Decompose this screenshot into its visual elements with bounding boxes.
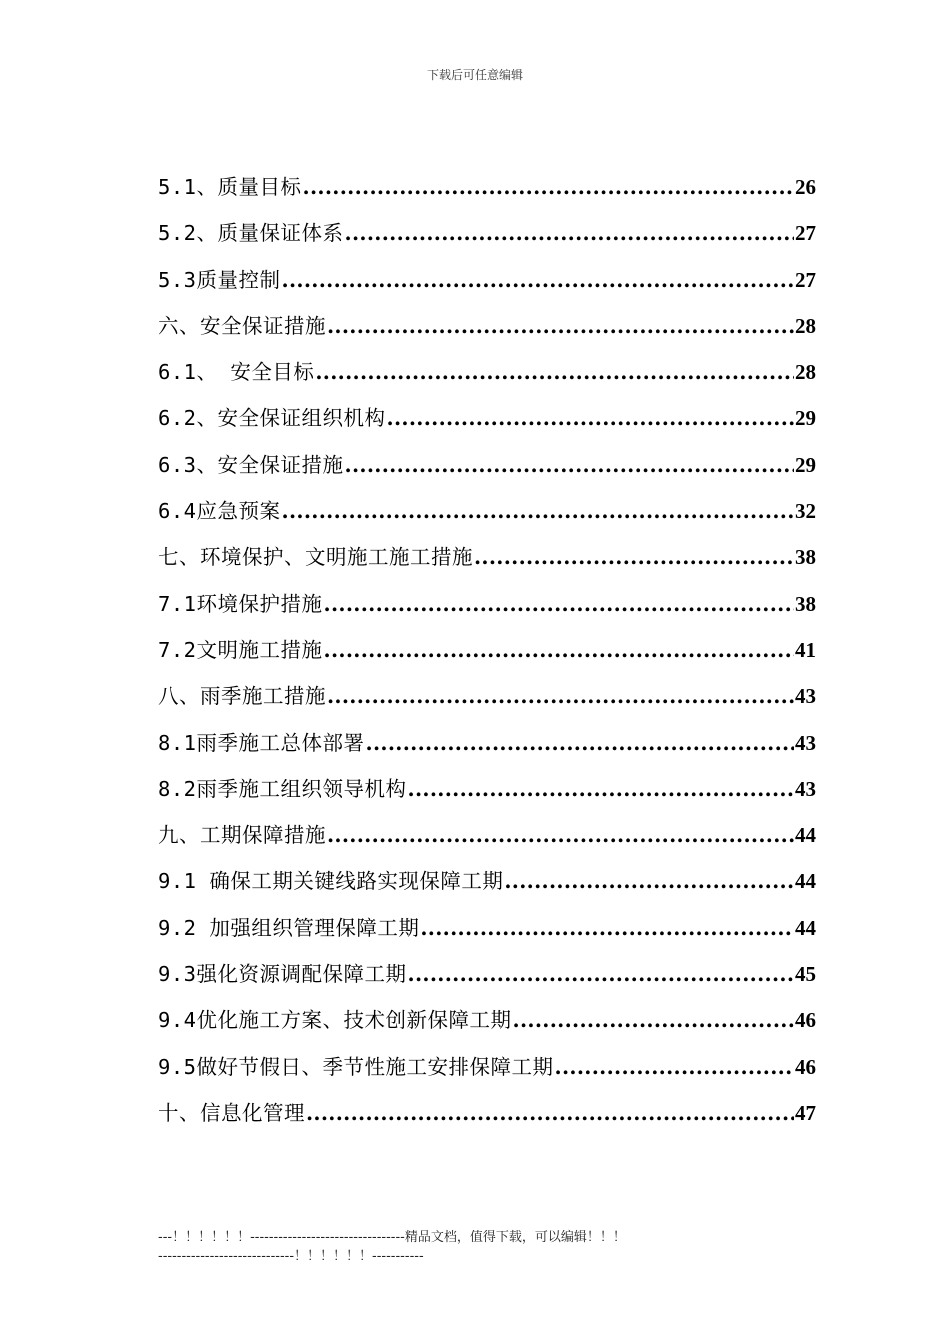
toc-dot-leader bbox=[303, 175, 794, 199]
toc-entry-label: 8.2雨季施工组织领导机构 bbox=[158, 776, 407, 801]
toc-entry-page-number: 41 bbox=[795, 637, 816, 662]
toc-entry-label: 5.3质量控制 bbox=[158, 267, 281, 292]
toc-entry-page-number: 38 bbox=[795, 545, 816, 570]
toc-dot-leader bbox=[387, 406, 794, 430]
toc-dot-leader bbox=[513, 1008, 794, 1032]
toc-entry-page-number: 44 bbox=[795, 823, 816, 848]
toc-entry-page-number: 47 bbox=[795, 1100, 816, 1125]
toc-entry-page-number: 46 bbox=[795, 1054, 816, 1079]
toc-entry-label: 9.3强化资源调配保障工期 bbox=[158, 962, 407, 987]
toc-entry-page-number: 32 bbox=[795, 499, 816, 524]
toc-dot-leader bbox=[282, 499, 794, 523]
toc-entry-label: 十、信息化管理 bbox=[158, 1100, 305, 1125]
toc-entry-page-number: 28 bbox=[795, 313, 816, 338]
toc-entry[interactable] bbox=[158, 587, 816, 633]
toc-entry[interactable] bbox=[158, 170, 816, 216]
toc-entry-page-number: 27 bbox=[795, 221, 816, 246]
toc-entry[interactable] bbox=[158, 263, 816, 309]
toc-dot-leader bbox=[420, 916, 794, 940]
toc-dot-leader bbox=[474, 545, 794, 569]
toc-dot-leader bbox=[327, 823, 794, 847]
toc-entry-label: 九、工期保障措施 bbox=[158, 823, 326, 848]
toc-entry[interactable] bbox=[158, 540, 816, 586]
toc-entry-label: 5.2、质量保证体系 bbox=[158, 221, 344, 246]
toc-entry-label: 八、雨季施工措施 bbox=[158, 684, 326, 709]
toc-entry-page-number: 38 bbox=[795, 591, 816, 616]
toc-entry[interactable] bbox=[158, 772, 816, 818]
toc-entry-page-number: 45 bbox=[795, 962, 816, 987]
toc-entry-label: 六、安全保证措施 bbox=[158, 313, 326, 338]
toc-entry-label: 6.3、安全保证措施 bbox=[158, 452, 344, 477]
toc-dot-leader bbox=[315, 360, 794, 384]
toc-dot-leader bbox=[345, 453, 794, 477]
toc-entry-page-number: 29 bbox=[795, 406, 816, 431]
toc-dot-leader bbox=[324, 592, 794, 616]
toc-entry[interactable] bbox=[158, 633, 816, 679]
toc-entry-page-number: 28 bbox=[795, 360, 816, 385]
toc-entry-page-number: 44 bbox=[795, 915, 816, 940]
toc-dot-leader bbox=[366, 731, 794, 755]
toc-entry-page-number: 43 bbox=[795, 730, 816, 755]
toc-entry-label: 9.5做好节假日、季节性施工安排保障工期 bbox=[158, 1054, 554, 1079]
toc-entry[interactable] bbox=[158, 911, 816, 957]
page-footer: ---！！！！！！---------------------------------精品文档，值得下载，可以编辑！！！-----------------------------！！！！！！----------- bbox=[158, 1230, 626, 1264]
toc-entry-page-number: 46 bbox=[795, 1008, 816, 1033]
toc-entry[interactable] bbox=[158, 401, 816, 447]
toc-entry-label: 6.2、安全保证组织机构 bbox=[158, 406, 386, 431]
toc-entry-page-number: 26 bbox=[795, 175, 816, 199]
toc-entry[interactable] bbox=[158, 216, 816, 262]
toc-dot-leader bbox=[282, 268, 794, 292]
toc-entry-label: 七、环境保护、文明施工施工措施 bbox=[158, 545, 473, 570]
toc-dot-leader bbox=[345, 221, 794, 245]
toc-dot-leader bbox=[327, 314, 794, 338]
toc-entry-label: 7.1环境保护措施 bbox=[158, 591, 323, 616]
toc-dot-leader bbox=[327, 684, 794, 708]
toc-entry[interactable] bbox=[158, 355, 816, 401]
toc-entry[interactable] bbox=[158, 679, 816, 725]
toc-entry[interactable] bbox=[158, 726, 816, 772]
toc-entry-label: 7.2文明施工措施 bbox=[158, 637, 323, 662]
toc-entry-page-number: 29 bbox=[795, 452, 816, 477]
toc-entry[interactable] bbox=[158, 494, 816, 540]
toc-dot-leader bbox=[408, 962, 794, 986]
toc-entry-label: 9.2 加强组织管理保障工期 bbox=[158, 915, 420, 940]
toc-entry[interactable] bbox=[158, 864, 816, 910]
toc-entry[interactable] bbox=[158, 818, 816, 864]
page-header: 下载后可任意编辑 bbox=[426, 68, 523, 82]
toc-entry-label: 9.4优化施工方案、技术创新保障工期 bbox=[158, 1008, 512, 1033]
toc-entry[interactable] bbox=[158, 1050, 816, 1096]
toc-entry[interactable] bbox=[158, 1096, 816, 1142]
toc-entry-page-number: 27 bbox=[795, 267, 816, 292]
toc-entry-page-number: 43 bbox=[795, 684, 816, 709]
toc-entry[interactable] bbox=[158, 1003, 816, 1049]
toc-dot-leader bbox=[408, 777, 794, 801]
toc-dot-leader bbox=[324, 638, 794, 662]
toc-entry-page-number: 43 bbox=[795, 776, 816, 801]
toc-dot-leader bbox=[306, 1101, 794, 1125]
toc-entry-label: 5.1、质量目标 bbox=[158, 175, 302, 199]
toc-entry-label: 6.1、 安全目标 bbox=[158, 360, 315, 385]
toc-entry-label: 6.4应急预案 bbox=[158, 499, 281, 524]
toc-entry[interactable] bbox=[158, 957, 816, 1003]
toc-entry-label: 8.1雨季施工总体部署 bbox=[158, 730, 365, 755]
toc-dot-leader bbox=[555, 1055, 794, 1079]
toc-entry-label: 9.1 确保工期关键线路实现保障工期 bbox=[158, 869, 504, 894]
table-of-contents bbox=[158, 170, 816, 1142]
toc-entry[interactable] bbox=[158, 448, 816, 494]
toc-dot-leader bbox=[504, 869, 794, 893]
toc-entry[interactable] bbox=[158, 309, 816, 355]
toc-entry-page-number: 44 bbox=[795, 869, 816, 894]
